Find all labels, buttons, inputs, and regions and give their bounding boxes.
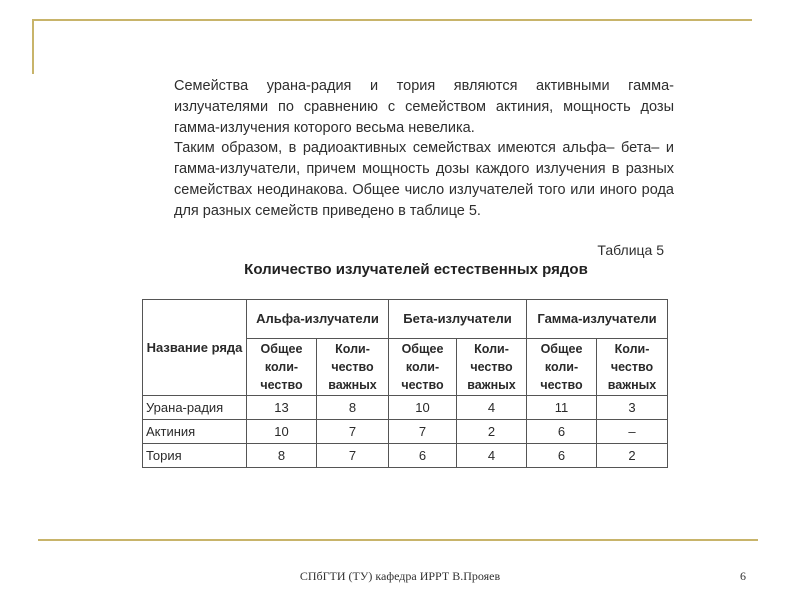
table-cell: 2 <box>457 420 527 444</box>
header-alpha: Альфа-излучатели <box>247 300 389 339</box>
paragraph-2: Таким образом, в радиоактивных семействах имеются альфа– бета– и гамма-излучатели, причем мощность дозы каждого излучения в разных семействах неодинакова. Общее число излучателей того или иного рода для разных семейств приведено в таблице 5. <box>174 140 674 219</box>
table-cell: 10 <box>389 396 457 420</box>
scanned-page <box>136 72 676 482</box>
table-cell: 13 <box>247 396 317 420</box>
table-cell: 7 <box>389 420 457 444</box>
table-cell: 8 <box>317 396 389 420</box>
table-cell: 4 <box>457 396 527 420</box>
table-row <box>143 420 668 444</box>
table-cell: 6 <box>389 444 457 468</box>
paragraph-1: Семейства урана-радия и тория являются активными гамма-излучателями по сравнению с семейством актиния, мощность дозы гамма-излучения которого весьма невелика. <box>174 78 674 136</box>
footer-text: СПбГТИ (ТУ) кафедра ИРРТ В.Прояев <box>299 569 501 583</box>
header-gamma: Гамма-излучатели <box>527 300 668 339</box>
subheader-total: Общее коли-чество <box>247 339 317 396</box>
frame-top-line <box>32 19 752 21</box>
table-cell: – <box>597 420 668 444</box>
subheader-total: Общее коли-чество <box>527 339 597 396</box>
table-cell: 4 <box>457 444 527 468</box>
table-cell: 2 <box>597 444 668 468</box>
subheader-total: Общее коли-чество <box>389 339 457 396</box>
table-cell: 10 <box>247 420 317 444</box>
header-beta: Бета-излучатели <box>389 300 527 339</box>
row-name: Тория <box>143 444 247 468</box>
row-name: Урана-радия <box>143 396 247 420</box>
table-cell: 6 <box>527 420 597 444</box>
table-row <box>143 396 668 420</box>
frame-left-line <box>32 19 34 74</box>
table-cell: 7 <box>317 444 389 468</box>
table-cell: 7 <box>317 420 389 444</box>
subheader-important: Коли-чество важных <box>457 339 527 396</box>
table-row <box>143 444 668 468</box>
table-cell: 6 <box>527 444 597 468</box>
table-number: Таблица 5 <box>597 242 664 258</box>
table-cell: 11 <box>527 396 597 420</box>
row-name: Актиния <box>143 420 247 444</box>
emitters-table <box>142 299 668 468</box>
frame-bottom-line <box>38 539 758 541</box>
page-number: 6 <box>740 569 746 583</box>
table-cell: 8 <box>247 444 317 468</box>
table-title: Количество излучателей естественных рядов <box>244 261 588 278</box>
table-cell: 3 <box>597 396 668 420</box>
subheader-important: Коли-чество важных <box>317 339 389 396</box>
subheader-important: Коли-чество важных <box>597 339 668 396</box>
header-series-name: Название ряда <box>143 300 247 396</box>
